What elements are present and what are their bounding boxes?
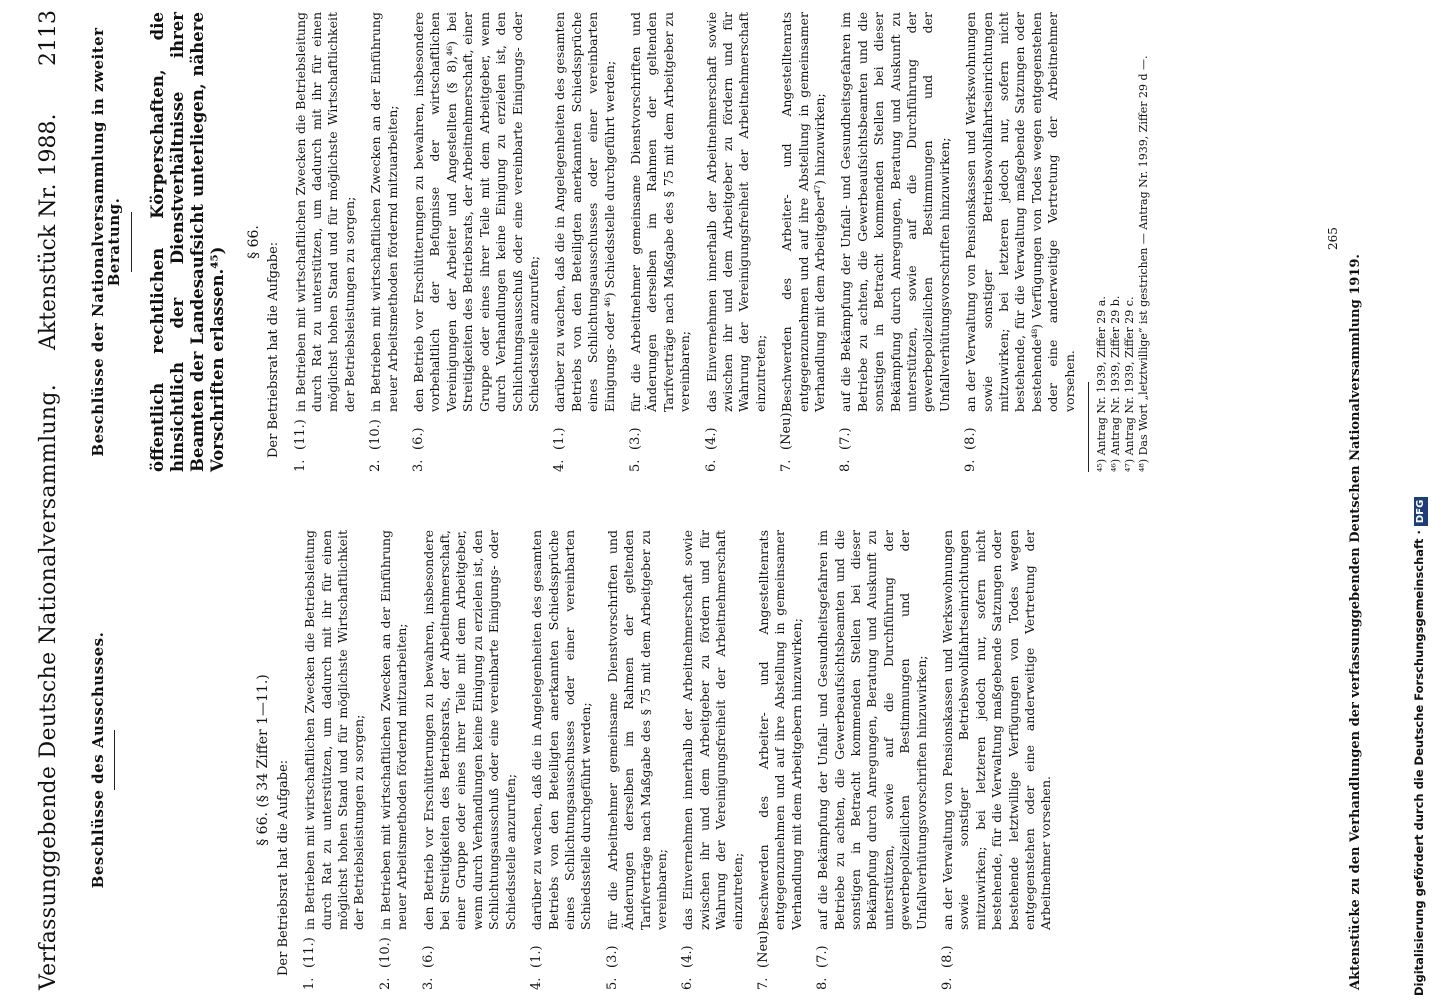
right-item-reference: (3.) bbox=[627, 427, 643, 450]
left-item bbox=[302, 530, 368, 990]
left-item-text: an der Verwaltung von Pensionskassen und Werkswohnungen sowie sonstiger Betriebswohlfahrtseinrichtungen mitzuwirken; bei letzteren jedoch nur, sofern nicht bestehende, für die Verwaltung maßgebende Satzungen oder bestehende letztwillige Verfügungen von Todes wegen entgegenstehen oder eine anderweitige Vertretung der Arbeitnehmer vorsehen. bbox=[940, 530, 1054, 930]
header-title: Verfassunggebende Deutsche Nationalversammlung. bbox=[36, 383, 61, 990]
right-item bbox=[628, 12, 694, 472]
footnote: ⁴⁶) Antrag Nr. 1939, Ziffer 29 b. bbox=[1109, 295, 1123, 472]
right-item-text: für die Arbeitnehmer gemeinsame Dienstvorschriften und Änderungen derselben im Rahmen der geltenden Tarifverträge nach Maßgabe des § 75 mit dem Arbeitgeber zu vereinbaren; bbox=[627, 12, 693, 412]
left-item-list bbox=[302, 530, 1055, 990]
footnotes bbox=[1095, 12, 1151, 472]
right-item-text: in Betrieben mit wirtschaftlichen Zwecken an der Einführung neuer Arbeitsmethoden fördernd mitzuarbeiten; bbox=[368, 12, 400, 412]
right-item-number: 5. bbox=[627, 459, 643, 472]
right-item-text: an der Verwaltung von Pensionskassen und Werkswohnungen sowie sonstiger Betriebswohlfahrtseinrichtungen mitzuwirken; bei letzteren jedoch nur, sofern nicht bestehende, für die Verwaltung maßgebende Satzungen oder bestehende⁴⁸) Verfügungen von Todes wegen entgegenstehen oder eine anderweitige Vertretung der Arbeitnehmer vorsehen. bbox=[963, 12, 1077, 412]
left-item bbox=[378, 530, 411, 990]
left-item bbox=[529, 530, 595, 990]
left-item-reference: (11.) bbox=[302, 937, 318, 968]
left-item-number: 8. bbox=[815, 977, 831, 990]
right-item-reference: (7.) bbox=[838, 427, 854, 450]
right-item-number: 2. bbox=[368, 459, 384, 472]
right-intro-text: öffentlich rechtlichen Körperschaften, die hinsichtlich der Dienstverhältnisse ihrer Beamten der Landesaufsicht unterliegen, nähere Vorschriften erlassen.⁴⁵) bbox=[147, 12, 227, 472]
left-item-number: 7. bbox=[755, 977, 771, 990]
left-item-text: in Betrieben mit wirtschaftlichen Zwecken die Betriebsleitung durch Rat zu unterstützen, um dadurch mit ihr für einen möglichst hohen Stand und für möglichste Wirtschaftlichkeit der Betriebsleistungen zu sorgen; bbox=[302, 530, 367, 930]
right-item-reference: (4.) bbox=[703, 427, 719, 450]
left-item bbox=[680, 530, 746, 990]
right-item-reference: (6.) bbox=[411, 427, 427, 450]
right-item-number: 7. bbox=[779, 459, 795, 472]
left-paragraph-lead: Der Betriebsrat hat die Aufgabe: bbox=[275, 759, 291, 976]
right-item-text: darüber zu wachen, daß die in Angelegenheiten des gesamten Betriebs von den Beteiligten anerkannten Schiedssprüche eines Schlichtungsausschusses oder einer vereinbarten Einigungs- oder ⁴⁶) Schiedsstelle durchgeführt werden; bbox=[552, 12, 617, 412]
left-item-number: 9. bbox=[940, 977, 956, 990]
dfg-logo: DFG bbox=[1414, 497, 1428, 526]
right-item-text: Beschwerden des Arbeiter- und Angestelltenrats entgegenzunehmen und auf ihre Abstellung in gemeinsamer Verhandlung mit dem Arbeitgeber⁴⁷) hinzuwirken; bbox=[779, 12, 827, 412]
left-item-number: 5. bbox=[604, 977, 620, 990]
right-heading-rule bbox=[131, 212, 132, 272]
left-item-reference: (6.) bbox=[420, 945, 436, 968]
left-item-text: Beschwerden des Arbeiter- und Angestelltenrats entgegenzunehmen und auf ihre Abstellung in gemeinsamer Verhandlung mit dem Arbeitgebern hinzuwirken; bbox=[755, 530, 804, 930]
left-item bbox=[605, 530, 671, 990]
left-item-number: 3. bbox=[420, 977, 436, 990]
right-column-heading: Beschlüsse der Nationalversammlung in zweiter Beratung. bbox=[89, 27, 124, 457]
right-column bbox=[90, 12, 1151, 472]
footnote: ⁴⁸) Das Wort „letztwillige“ ist gestrichen — Antrag Nr. 1939, Ziffer 29 d —. bbox=[1137, 55, 1151, 472]
digitization-note bbox=[1406, 6, 1432, 996]
right-item-reference: (10.) bbox=[368, 419, 384, 450]
left-item-reference: (4.) bbox=[680, 945, 696, 968]
header-document-number: Aktenstück Nr. 1988. bbox=[36, 113, 61, 350]
right-item-text: das Einvernehmen innerhalb der Arbeitnehmerschaft sowie zwischen ihr und dem Arbeitgeber zu fördern und für Wahrung der Vereinigungsfreiheit der Arbeitnehmerschaft einzutreten; bbox=[703, 12, 768, 412]
right-item bbox=[368, 12, 401, 472]
left-item-text: für die Arbeitnehmer gemeinsame Dienstvorschriften und Änderungen derselben im Rahmen der geltenden Tarifverträge nach Maßgabe des § 75 mit dem Arbeitgeber zu vereinbaren; bbox=[604, 530, 669, 930]
right-item-number: 1. bbox=[292, 459, 308, 472]
right-item-number: 4. bbox=[552, 459, 568, 472]
left-item-text: das Einvernehmen innerhalb der Arbeitnehmerschaft sowie zwischen ihr und dem Arbeitgeber zu fördern und für Wahrung der Vereinigungsfreiheit der Arbeitnehmerschaft einzutreten; bbox=[680, 530, 745, 930]
footnote-rule bbox=[1088, 382, 1089, 472]
left-item-text: den Betrieb vor Erschütterungen zu bewahren, insbesondere bei Streitigkeiten des Betriebsrats, der Arbeitnehmerschaft, einer Gruppe oder eines ihrer Teile mit dem Arbeitgeber, wenn durch Verhandlungen keine Einigung zu erzielen ist, den Schlichtungsausschuß oder eine vereinbarte Einigungs- oder Schiedsstelle anzurufen; bbox=[420, 530, 518, 930]
left-item bbox=[940, 530, 1055, 990]
left-item bbox=[815, 530, 930, 990]
left-column-heading: Beschlüsse des Ausschusses. bbox=[89, 631, 107, 889]
document-page bbox=[30, 10, 1420, 990]
right-item-reference: (1.) bbox=[552, 427, 568, 450]
left-item-text: in Betrieben mit wirtschaftlichen Zwecken an der Einführung neuer Arbeitsmethoden fördernd mitzuarbeiten; bbox=[377, 530, 410, 930]
left-item-number: 2. bbox=[377, 977, 393, 990]
right-item-list bbox=[293, 12, 1078, 472]
right-paragraph-title: § 66. bbox=[245, 225, 262, 259]
left-item bbox=[421, 530, 519, 990]
page-header bbox=[30, 10, 76, 990]
left-item-reference: (3.) bbox=[604, 945, 620, 968]
right-item-number: 8. bbox=[838, 459, 854, 472]
left-item-number: 6. bbox=[680, 977, 696, 990]
left-item-number: 4. bbox=[529, 977, 545, 990]
left-paragraph-title: § 66. (§ 34 Ziffer 1—11.) bbox=[255, 674, 272, 846]
left-item-text: darüber zu wachen, daß die in Angelegenheiten des gesamten Betriebs von den Beteiligten anerkannten Schiedssprüche eines Schlichtungsausschusses oder einer vereinbarten Schiedsstelle durchgeführt werden; bbox=[529, 530, 594, 930]
left-spacer bbox=[131, 530, 249, 990]
footnote: ⁴⁷) Antrag Nr. 1939, Ziffer 29 c. bbox=[1123, 296, 1137, 472]
right-item-reference: (Neu) bbox=[779, 412, 795, 450]
page-footer: Aktenstücke zu den Verhandlungen der verfassunggebenden Deutschen Nationalversammlung 1919. bbox=[1348, 254, 1363, 990]
right-item-number: 9. bbox=[963, 459, 979, 472]
left-item-reference: (10.) bbox=[377, 937, 393, 968]
right-item bbox=[704, 12, 770, 472]
right-item-number: 3. bbox=[411, 459, 427, 472]
sheet-number: 265 bbox=[1326, 227, 1340, 250]
left-item-reference: (Neu) bbox=[755, 930, 771, 968]
right-item bbox=[552, 12, 618, 472]
right-paragraph-lead: Der Betriebsrat hat die Aufgabe: bbox=[266, 241, 282, 458]
left-item bbox=[756, 530, 805, 990]
left-item-reference: (7.) bbox=[815, 945, 831, 968]
left-item-number: 1. bbox=[302, 977, 318, 990]
right-item bbox=[411, 12, 542, 472]
right-item bbox=[838, 12, 953, 472]
right-item bbox=[779, 12, 828, 472]
header-page-number: 2113 bbox=[36, 10, 61, 66]
left-item-text: auf die Bekämpfung der Unfall- und Gesundheitsgefahren im Betriebe zu achten, die Gewerbeaufsichtsbeamten und die sonstigen in Betracht kommenden Stellen bei dieser Bekämpfung durch Anregungen, Beratung und Auskunft zu unterstützen, sowie auf die Durchführung der gewerbepolizeilichen Bestimmungen und der Unfallverhütungsvorschriften hinzuwirken; bbox=[815, 530, 929, 930]
left-heading-rule bbox=[114, 730, 115, 790]
right-item bbox=[963, 12, 1078, 472]
right-item bbox=[293, 12, 359, 472]
left-column bbox=[90, 530, 1065, 990]
right-item-reference: (8.) bbox=[963, 427, 979, 450]
footnote: ⁴⁵) Antrag Nr. 1939, Ziffer 29 a. bbox=[1095, 296, 1109, 472]
right-item-text: in Betrieben mit wirtschaftlichen Zwecken die Betriebsleitung durch Rat zu unterstützen, um dadurch mit ihr für einen möglichst hohen Stand und für möglichste Wirtschaftlichkeit der Betriebsleistungen zu sorgen; bbox=[292, 12, 357, 412]
right-item-number: 6. bbox=[703, 459, 719, 472]
right-item-text: auf die Bekämpfung der Unfall- und Gesundheitsgefahren im Betriebe zu achten, die Gewerbeaufsichtsbeamten und die sonstigen in Betracht kommenden Stellen bei dieser Bekämpfung durch Anregungen, Beratung und Auskunft zu unterstützen, sowie auf die Durchführung der gewerbepolizeilichen Bestimmungen und der Unfallverhütungsvorschriften hinzuwirken; bbox=[838, 12, 952, 412]
right-item-reference: (11.) bbox=[292, 419, 308, 450]
left-item-reference: (1.) bbox=[529, 945, 545, 968]
digitization-text: Digitalisierung gefördert durch die Deutsche Forschungsgemeinschaft · bbox=[1412, 530, 1426, 996]
right-item-text: den Betrieb vor Erschütterungen zu bewahren, insbesondere vorbehaltlich der Befugnisse der wirtschaftlichen Vereinigungen der Arbeiter und Angestellten (§ 8),⁴⁶) bei Streitigkeiten des Betriebsrats, der Arbeitnehmerschaft, einer Gruppe oder eines ihrer Teile mit dem Arbeitgeber, wenn durch Verhandlungen keine Einigung zu erzielen ist, den Schlichtungsausschuß oder eine vereinbarte Einigungs- oder Schiedsstelle anzurufen; bbox=[411, 12, 541, 412]
left-item-reference: (8.) bbox=[940, 945, 956, 968]
